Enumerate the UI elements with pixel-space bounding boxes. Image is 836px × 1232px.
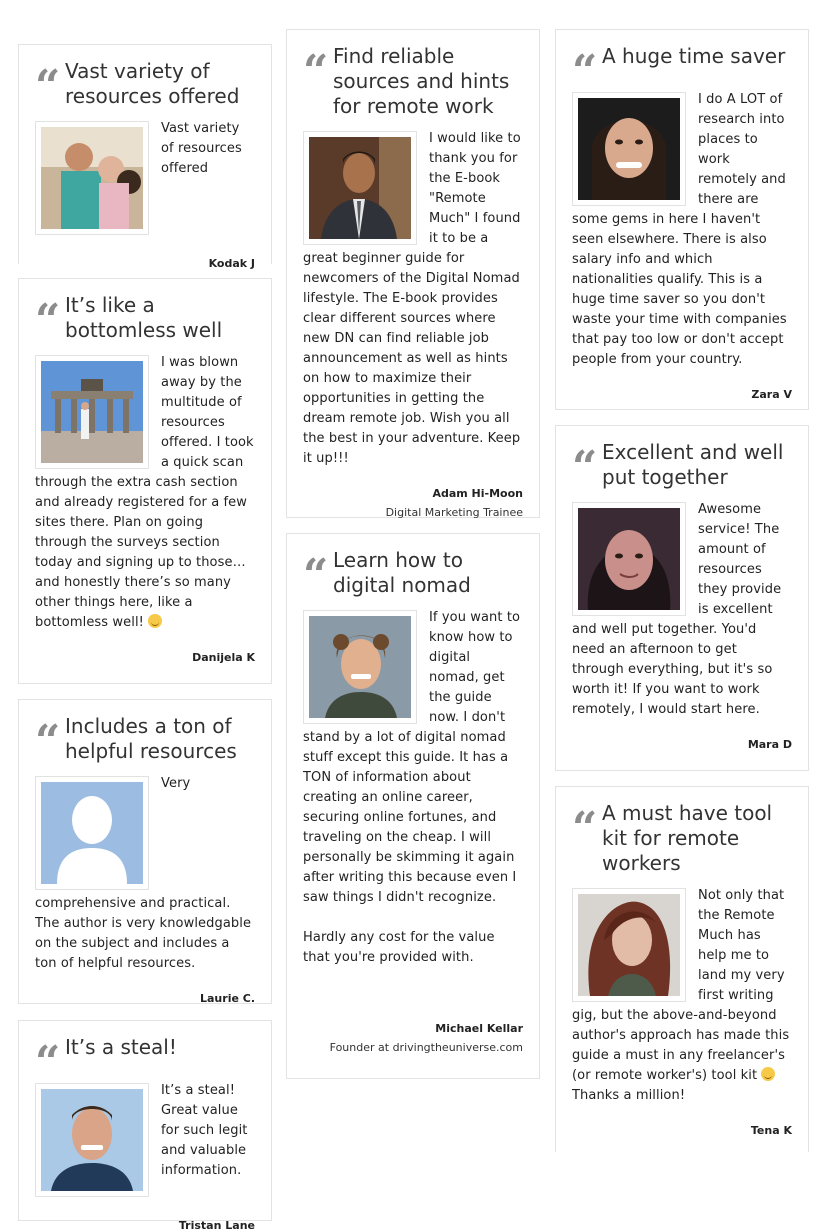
card-body: Vast variety of resources offered xyxy=(161,121,242,176)
card-body-text: Not only that the Remote Much has help me to land my very first writing gig, but the above-and-beyond author's approach has made this guide a must in any freelancer's (or remote worker's) tool kit xyxy=(572,888,790,1083)
testimonial-card-steal xyxy=(18,1020,272,1232)
card-title: Excellent and well put together xyxy=(602,440,784,489)
card-header xyxy=(35,59,255,109)
avatar-photo-man-smiling xyxy=(41,1089,143,1191)
testimonial-card-bottomless-well xyxy=(18,278,272,684)
testimonial-card-vast-variety xyxy=(18,44,272,270)
author-role: Digital Marketing Trainee xyxy=(385,506,523,519)
avatar-photo-curly-hair-man xyxy=(309,616,411,718)
testimonial-card-tool-kit xyxy=(555,786,809,1152)
avatar xyxy=(35,776,149,890)
quote-icon: “ xyxy=(572,50,598,80)
card-header xyxy=(35,714,255,764)
avatar xyxy=(572,502,686,616)
quote-icon: “ xyxy=(35,1041,61,1071)
avatar-photo-woman-smiling xyxy=(578,98,680,200)
quote-icon: “ xyxy=(35,299,61,329)
testimonial-card-digital-nomad xyxy=(286,533,540,1079)
card-body-text: Thanks a million! xyxy=(572,1088,686,1103)
card-header xyxy=(572,440,792,490)
card-header xyxy=(572,801,792,876)
card-title: Includes a ton of helpful resources xyxy=(65,714,237,763)
card-body-paragraph: Hardly any cost for the value that you're provided with. xyxy=(303,930,495,965)
author-role: Founder at drivingtheuniverse.com xyxy=(329,1041,523,1054)
quote-icon: “ xyxy=(572,446,598,476)
card-body: It’s a steal! Great value for such legit and valuable information. xyxy=(161,1083,248,1178)
grinning-sweat-emoji-icon xyxy=(148,614,162,628)
avatar xyxy=(303,610,417,724)
avatar-photo-man-in-suit xyxy=(309,137,411,239)
card-header xyxy=(303,44,523,119)
author-name: Tena K xyxy=(750,1124,792,1137)
author-name: Tristan Lane xyxy=(178,1219,255,1232)
author-name: Kodak J xyxy=(208,257,255,270)
avatar xyxy=(572,888,686,1002)
quote-icon: “ xyxy=(303,554,329,584)
testimonial-card-time-saver xyxy=(555,29,809,410)
card-body: I do A LOT of research into places to work remotely and there are some gems in here I haven't seen elsewhere. There is also salary info and which nationalities qualify. This is a huge time saver so you don't waste your time with companies that pay too low or don't accept people from your country. xyxy=(572,92,787,367)
author-name: Laurie C. xyxy=(200,992,255,1005)
card-body: I would like to thank you for the E-book "Remote Much" I found it to be a great beginner guide for newcomers of the Digital Nomad lifestyle. The E-book provides clear different sources where new DN can find reliable job announcement as well as hints on how to maximize their opportunities in getting the dream remote job. Wish you all the best in your adventure. Keep it up!!! xyxy=(303,131,521,466)
quote-icon: “ xyxy=(35,720,61,750)
card-header xyxy=(572,44,792,80)
quote-icon: “ xyxy=(572,807,598,837)
card-title: It’s like a bottomless well xyxy=(65,293,223,342)
card-title: Find reliable sources and hints for remote work xyxy=(333,44,510,118)
avatar xyxy=(572,92,686,206)
card-body-text: I was blown away by the multitude of resources offered. I took a quick scan through the extra cash section and already registered for a few sites there. Plan on going through the surveys section today and signing up to those… and honestly there’s so many other things here, like a bottomless well! xyxy=(35,355,254,630)
smiling-face-emoji-icon xyxy=(761,1067,775,1081)
testimonial-card-excellent xyxy=(555,425,809,771)
quote-icon: “ xyxy=(35,65,61,95)
card-title: It’s a steal! xyxy=(65,1035,177,1059)
avatar xyxy=(35,1083,149,1197)
avatar-photo-woman-red-hair xyxy=(578,894,680,996)
author-name: Danijela K xyxy=(192,651,255,664)
quote-icon: “ xyxy=(303,50,329,80)
card-title: A must have tool kit for remote workers xyxy=(602,801,773,875)
avatar xyxy=(35,355,149,469)
card-body: Very comprehensive and practical. The author is very knowledgable on the subject and includes a ton of helpful resources. xyxy=(35,776,252,971)
testimonial-card-reliable-sources xyxy=(286,29,540,518)
author-name: Michael Kellar xyxy=(435,1022,523,1035)
card-title: Vast variety of resources offered xyxy=(65,59,240,108)
avatar-photo-couple xyxy=(41,127,143,229)
avatar xyxy=(35,121,149,235)
author-name: Zara V xyxy=(751,388,792,401)
testimonial-card-ton-of-resources xyxy=(18,699,272,1004)
author-name: Adam Hi-Moon xyxy=(432,487,523,500)
author-name: Mara D xyxy=(747,738,792,751)
card-body: Awesome service! The amount of resources they provide is excellent and well put together. You'd need an afternoon to get through everything, but it's so worth it! If you want to work remotely, I would start here. xyxy=(572,502,782,717)
card-header xyxy=(303,548,523,598)
card-header xyxy=(35,1035,255,1071)
default-avatar-icon xyxy=(41,782,143,884)
card-body-paragraph: If you want to know how to digital nomad, get the guide now. I don't stand by a lot of digital nomad stuff except this guide. It has a TON of information about creating an online career, securing online fortunes, and traveling on the cheap. I will personally be skimming it again after writing this because even I saw things I didn't recognize. xyxy=(303,610,521,905)
avatar-photo-brandenburg-gate xyxy=(41,361,143,463)
card-title: A huge time saver xyxy=(602,44,786,68)
card-title: Learn how to digital nomad xyxy=(333,548,471,597)
avatar xyxy=(303,131,417,245)
avatar-photo-woman-dark-hair xyxy=(578,508,680,610)
card-header xyxy=(35,293,255,343)
